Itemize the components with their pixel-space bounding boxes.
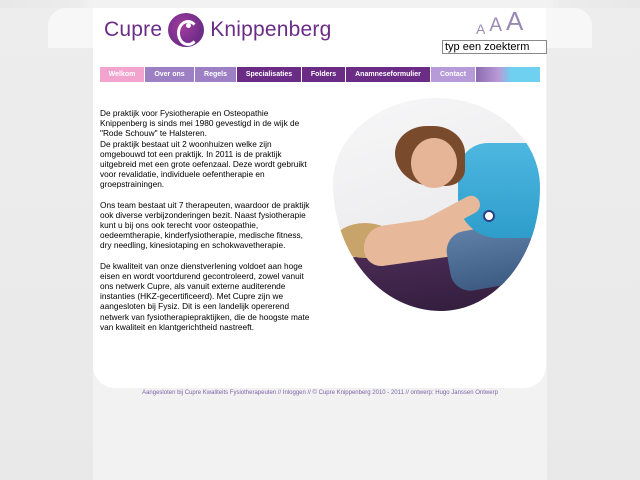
- nav-label: Contact: [439, 71, 467, 78]
- nav-label: Folders: [310, 71, 337, 78]
- right-corner: [546, 8, 592, 48]
- paragraph-3: De kwaliteit van onze dienstverlening voldoet aan hoge eisen en wordt voortdurend gecontroleerd, zowel vanuit ons netwerk Cupre, als vanuit externe auditerende instanties (HKZ-gecertificeerd). Met Cupre zijn we aangesloten bij Fysiz. Dit is een landelijk opererend netwerk van fysiotherapiepraktijken, die de hoogste mate van kwaliteit en klantgerichtheid nastreeft.: [100, 260, 310, 332]
- intro-text: [100, 108, 315, 342]
- main-nav: [100, 67, 540, 82]
- font-size-large-button[interactable]: A: [506, 6, 524, 36]
- nav-label: Over ons: [154, 71, 185, 78]
- nav-regels[interactable]: [195, 67, 237, 82]
- photo-shirt-logo: [483, 210, 495, 222]
- left-background: [0, 8, 93, 480]
- right-background: [547, 8, 640, 480]
- nav-over-ons[interactable]: [145, 67, 195, 82]
- nav-welkom[interactable]: [100, 67, 145, 82]
- font-size-controls: [476, 6, 523, 37]
- footer: [0, 390, 640, 396]
- nav-label: Welkom: [108, 71, 136, 78]
- nav-decoration: [476, 67, 540, 82]
- therapy-photo: [333, 98, 540, 311]
- left-corner: [48, 8, 94, 48]
- logo-word-cupre: Cupre: [104, 18, 163, 41]
- nav-contact[interactable]: [431, 67, 476, 82]
- site-logo[interactable]: [104, 12, 332, 48]
- nav-label: Specialisaties: [245, 71, 293, 78]
- photo-therapist-face: [411, 138, 457, 188]
- nav-specialisaties[interactable]: [237, 67, 302, 82]
- font-size-small-button[interactable]: A: [476, 21, 486, 37]
- nav-anamneseformulier[interactable]: [346, 67, 431, 82]
- paragraph-2: Ons team bestaat uit 7 therapeuten, waardoor de praktijk ook diverse verbijzonderingen bezit. Naast fysiotherapie kunt u bij ons ook terecht voor osteopathie, oedeemtherapie, kinderfysiotherapie, medische fitness, dry needling, kinesiotaping en schokwavetherapie.: [100, 199, 310, 251]
- nav-folders[interactable]: [302, 67, 346, 82]
- nav-label: Anamneseformulier: [355, 71, 421, 78]
- font-size-medium-button[interactable]: A: [489, 15, 503, 36]
- footer-text[interactable]: Aangesloten bij Cupre Kwaliteits Fysiotherapeuten // Inloggen // © Cupre Knippenberg 2010 - 2011 // ontwerp: Hugo Janssen Ontwerp: [142, 390, 498, 396]
- cupre-logo-icon: [168, 13, 204, 47]
- search-input[interactable]: [442, 40, 547, 54]
- logo-word-knippenberg: Knippenberg: [210, 18, 332, 41]
- photo-therapist-shirt: [458, 143, 540, 238]
- paragraph-1: De praktijk voor Fysiotherapie en Osteopathie Knippenberg is sinds mei 1980 gevestigd in de wijk de "Rode Schouw" te Halsteren. De praktijk bestaat uit 2 woonhuizen welke zijn omgebouwd tot een praktijk. In 2011 is de praktijk uitgebreid met een grote oefenzaal. Deze wordt gebruikt voor revalidatie, individuele oefentherapie en groepstrainingen.: [100, 108, 307, 190]
- nav-label: Regels: [204, 71, 227, 78]
